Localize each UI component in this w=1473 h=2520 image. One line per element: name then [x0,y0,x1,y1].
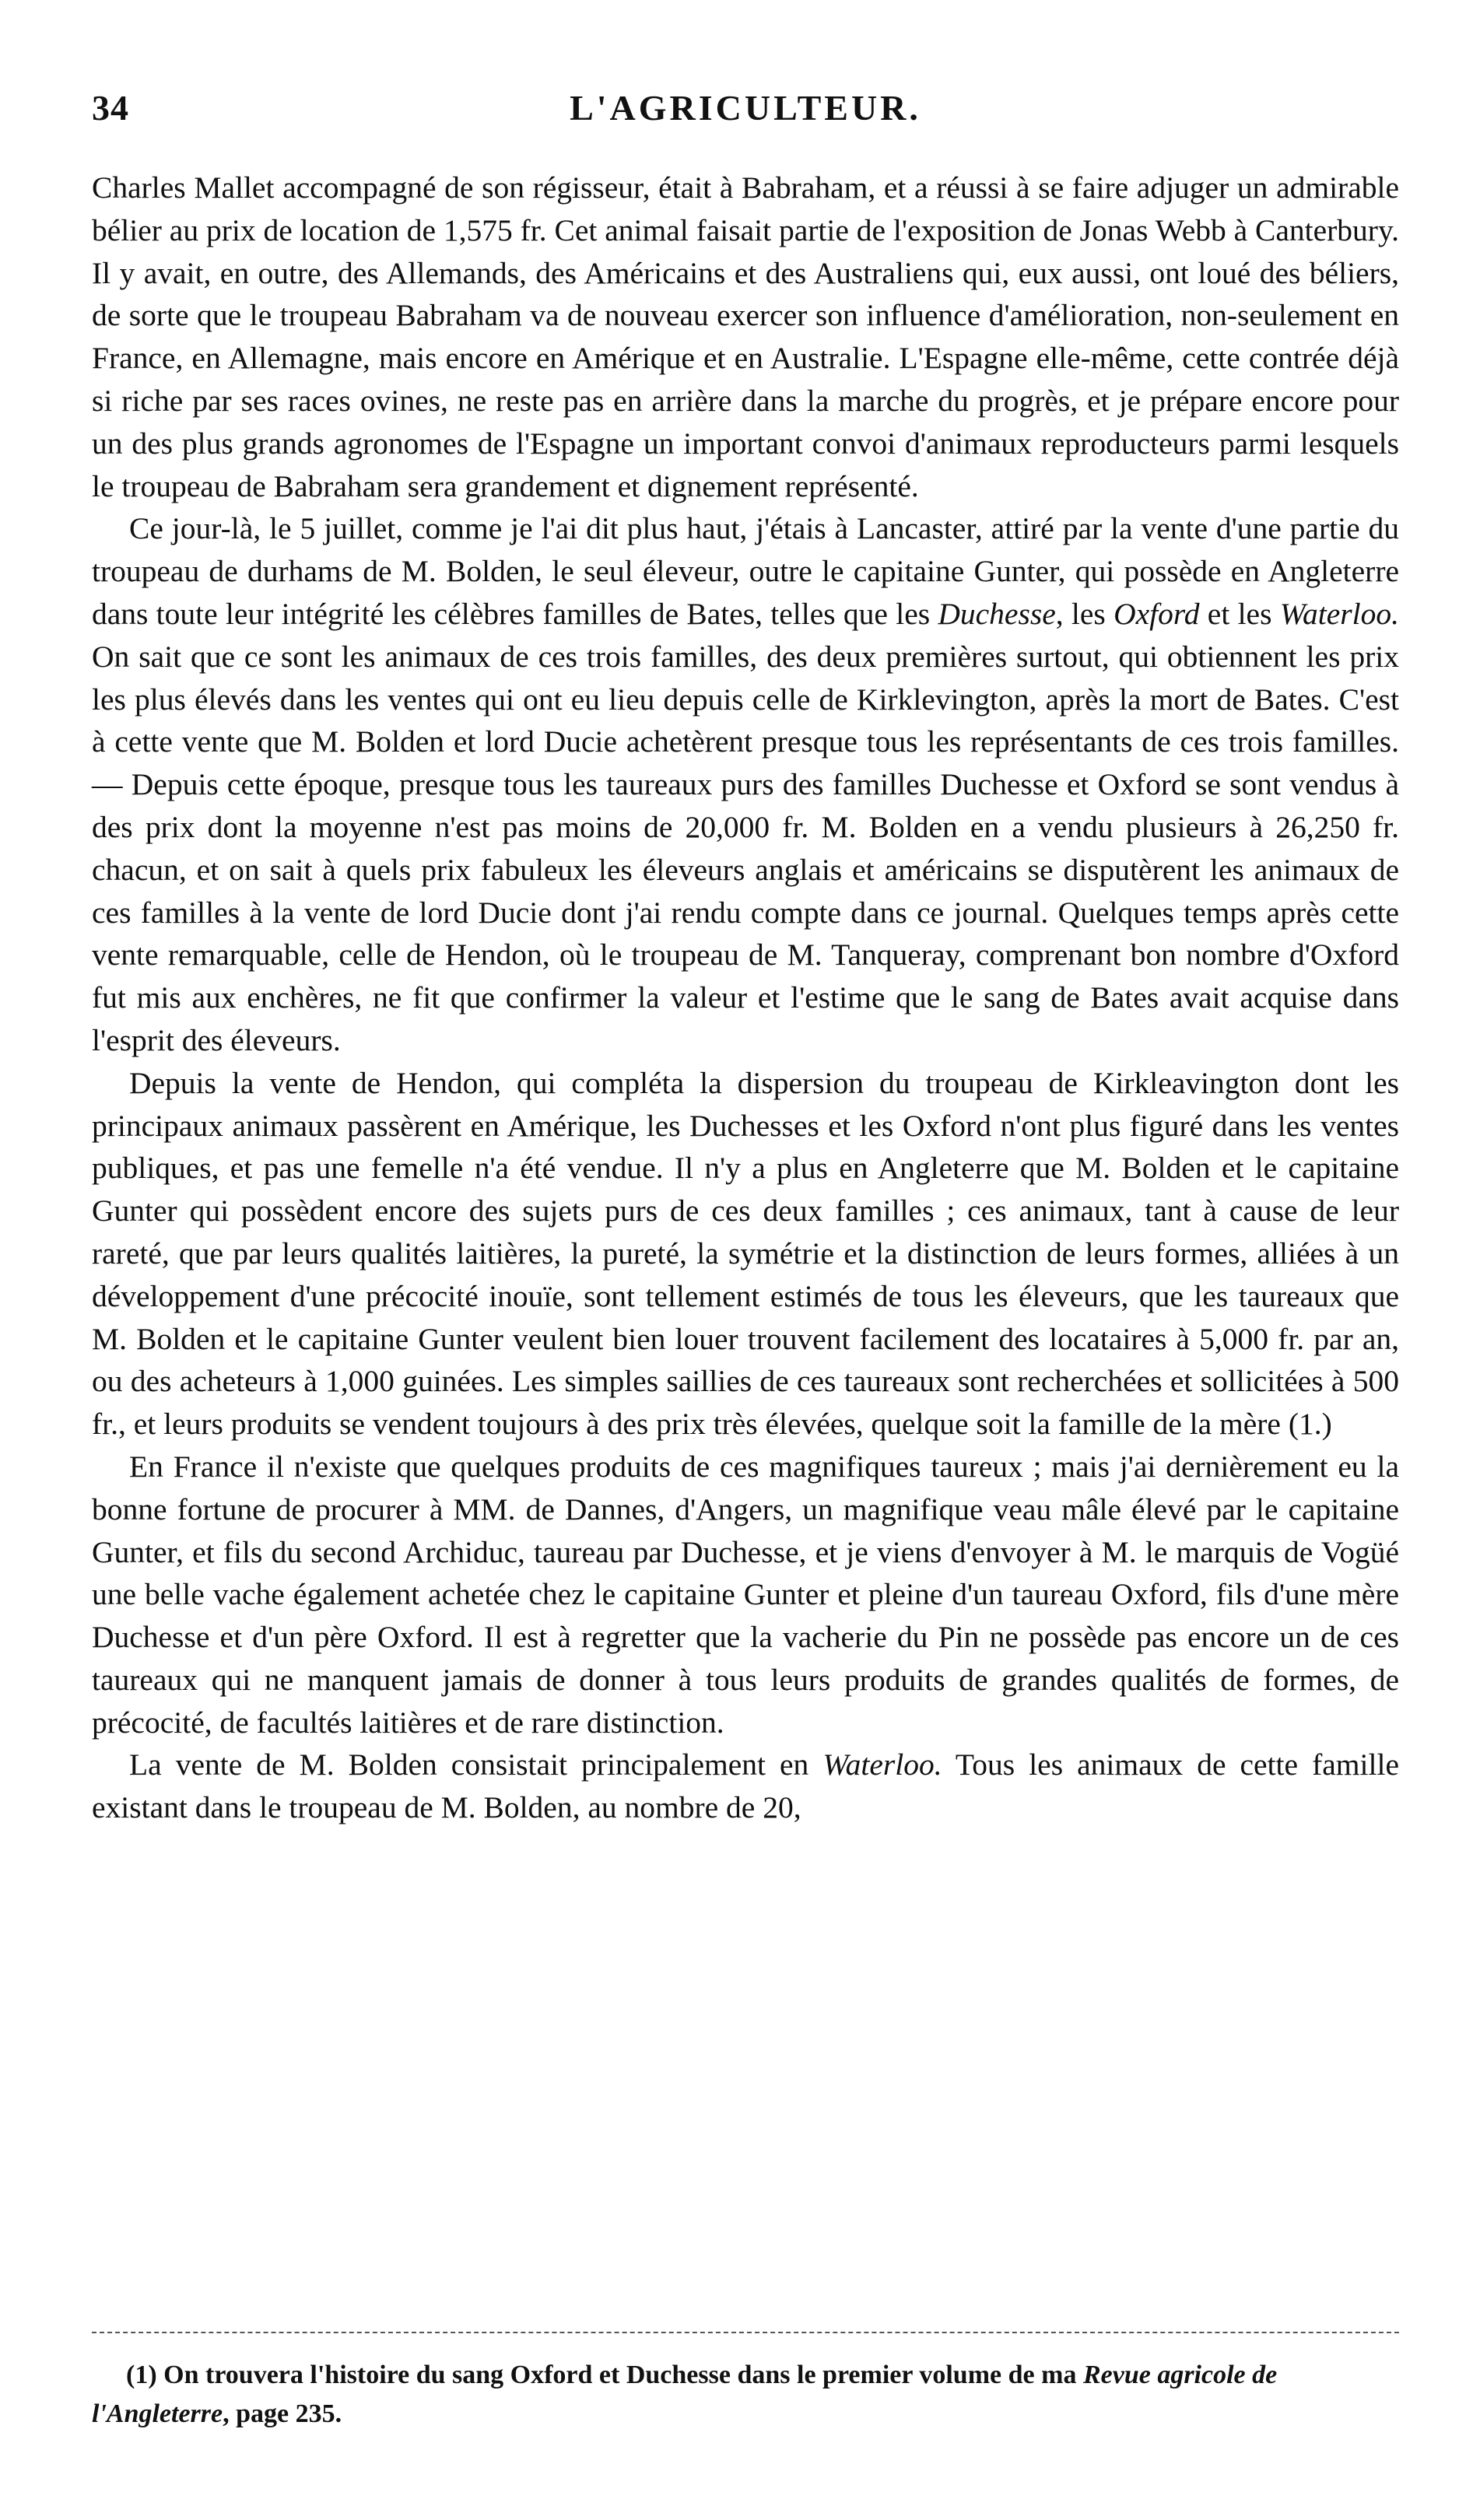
text-run: , les [1055,596,1114,631]
footnote [92,2356,1399,2434]
paragraph [92,507,1399,1061]
text-run: Charles Mallet accompagné de son régisseur, était à Babraham, et a réussi à se faire adjuger un admirable bélier au prix de location de 1,575 fr. Cet animal faisait partie de l'exposition de Jonas Webb à Canterbury. Il y avait, en outre, des Allemands, des Américains et des Australiens qui, eux aussi, ont loué des béliers, de sorte que le troupeau Babraham va de nouveau exercer son influence d'amélioration, non-seulement en France, en Allemagne, mais encore en Amérique et en Australie. L'Espagne elle-même, cette contrée déjà si riche par ses races ovines, ne reste pas en arrière dans la marche du progrès, et je prépare encore pour un des plus grands agronomes de l'Espagne un important convoi d'animaux reproducteurs parmi lesquels le troupeau de Babraham sera grandement et dignement représenté. [92,170,1400,503]
text-run: (1) On trouvera l'histoire du sang Oxford et Duchesse dans le premier volume de ma [126,2361,1083,2389]
text-run: En France il n'existe que quelques produits de ces magnifiques taureux ; mais j'ai dernièrement eu la bonne fortune de procurer à MM. de Dannes, d'Angers, un magnifique veau mâle élevé par le capitaine Gunter, et fils du second Archiduc, taureau par Duchesse, et je viens d'envoyer à M. le marquis de Vogüé une belle vache également achetée chez le capitaine Gunter et pleine d'un taureau Oxford, fils d'une mère Duchesse et d'un père Oxford. Il est à regretter que la vacherie du Pin ne possède pas encore un de ces taureaux qui ne manquent jamais de donner à tous leurs produits de grandes qualités de formes, de précocité, de facultés laitières et de rare distinction. [92,1449,1399,1740]
text-run: Ce jour-là, le 5 juillet, comme je l'ai dit plus haut, j'étais à Lancaster, attiré par la vente d'une partie du troupeau de durhams de M. Bolden, le seul éleveur, outre le capitaine Gunter, qui possède en Angleterre dans toute leur intégrité les célèbres familles de Bates, telles que les [92,511,1399,631]
paragraph [92,1062,1399,1446]
text-run: Tous les animaux de cette famille existant dans le troupeau de M. Bolden, au nombre de 20, [92,1747,1399,1825]
footnote-rule [92,2332,1399,2333]
italic-text: Revue agricole de l'Angleterre [92,2361,1278,2428]
page-number: 34 [92,88,129,128]
italic-text: Waterloo. [822,1747,942,1782]
paragraph [92,1446,1399,1744]
text-run: Depuis la vente de Hendon, qui compléta la dispersion du troupeau de Kirkleavington dont les principaux animaux passèrent en Amérique, les Duchesses et les Oxford n'ont plus figuré dans les ventes publiques, et pas une femelle n'a été vendue. Il n'y a plus en Angleterre que M. Bolden et le capitaine Gunter qui possèdent encore des sujets purs de ces deux familles ; ces animaux, tant à cause de leur rareté, que par leurs qualités laitières, la pureté, la symétrie et la distinction de leurs formes, alliées à un développement d'une précocité inouïe, sont tellement estimés de tous les éleveurs, que les taureaux que M. Bolden et le capitaine Gunter veulent bien louer trouvent facilement des locataires à 5,000 fr. par an, ou des acheteurs à 1,000 guinées. Les simples saillies de ces taureaux sont recherchées et sollicitées à 500 fr., et leurs produits se vendent toujours à des prix très élevées, quelque soit la famille de la mère (1.) [92,1065,1399,1442]
running-title: L'AGRICULTEUR. [570,88,921,128]
body-text [92,166,1399,1829]
paragraph [92,166,1399,507]
text-run: On sait que ce sont les animaux de ces trois familles, des deux premières surtout, qui obtiennent les prix les plus élevés dans les ventes qui ont eu lieu depuis celle de Kirklevington, après la mort de Bates. C'est à cette vente que M. Bolden et lord Ducie achetèrent presque tous les représentants de ces trois familles.— Depuis cette époque, presque tous les taureaux purs des familles Duchesse et Oxford se sont vendus à des prix dont la moyenne n'est pas moins de 20,000 fr. M. Bolden en a vendu plusieurs à 26,250 fr. chacun, et on sait à quels prix fabuleux les éleveurs anglais et américains se disputèrent les animaux de ces familles à la vente de lord Ducie dont j'ai rendu compte dans ce journal. Quelques temps après cette vente remarquable, celle de Hendon, où le troupeau de M. Tanqueray, comprenant bon nombre d'Oxford fut mis aux enchères, ne fit que confirmer la valeur et l'estime que le sang de Bates avait acquise dans l'esprit des éleveurs. [92,639,1399,1057]
italic-text: Oxford [1114,596,1200,631]
italic-text: Waterloo. [1279,596,1399,631]
paragraph [92,1744,1399,1829]
page-header [92,87,1399,142]
text-run: , page 235. [223,2399,342,2428]
italic-text: Duchesse [938,596,1056,631]
footnote-text [92,2356,1399,2434]
text-run: La vente de M. Bolden consistait principalement en [129,1747,823,1782]
text-run: et les [1199,596,1280,631]
